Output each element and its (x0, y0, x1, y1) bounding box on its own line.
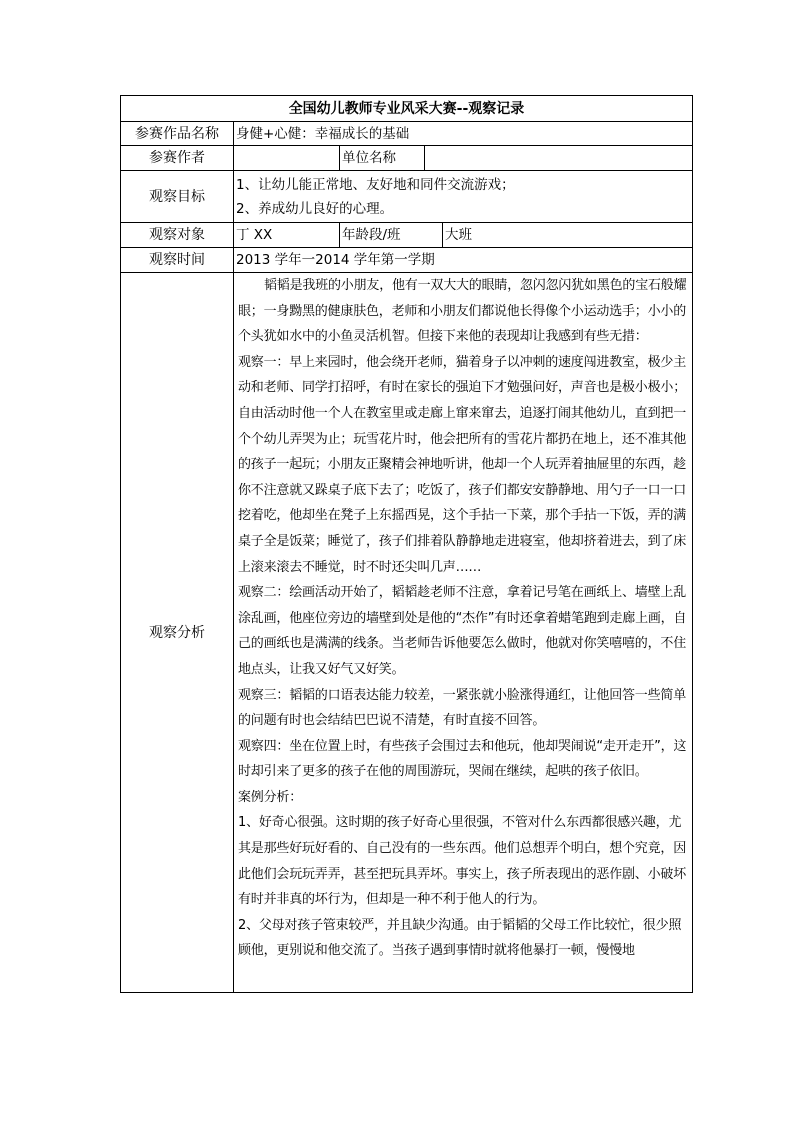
age-group-label: 年龄段/班 (340, 223, 443, 248)
work-name-label: 参赛作品名称 (121, 122, 234, 146)
analysis-paragraph: 观察二：绘画活动开始了，韬韬趁老师不注意，拿着记号笔在画纸上、墙壁上乱涂乱画，他座位旁边的墙壁到处是他的“杰作”有时还拿着蜡笔跑到走廊上画，自己的画纸也是满满的线条。当老师告诉他要怎么做时，他就对你笑嘻嘻的，不住地点头，让我又好气又好笑。 (238, 585, 687, 677)
form-title: 全国幼儿教师专业风采大赛--观察记录 (121, 96, 693, 122)
analysis-paragraph: 2、父母对孩子管束较严，并且缺少沟通。由于韬韬的父母工作比较忙，很少照顾他，更别说和他交流了。当孩子遇到事情时就将他暴打一顿，慢慢地 (238, 917, 682, 959)
age-group-value: 大班 (443, 223, 693, 248)
goal-value (234, 171, 693, 223)
analysis-content (234, 273, 693, 993)
work-name-value: 身健+心健：幸福成长的基础 (234, 122, 693, 146)
unit-name-value (425, 146, 693, 171)
analysis-paragraph: 1、好奇心很强。这时期的孩子好奇心里很强，不管对什么东西都很感兴趣，尤其是那些好玩好看的、自己没有的一些东西。他们总想弄个明白，想个究竟，因此他们会玩玩弄弄，甚至把玩具弄坏。事实上，孩子所表现出的恶作剧、小破坏有时并非真的坏行为，但却是一种不利于他人的行为。 (238, 815, 687, 908)
time-value: 2013 学年一2014 学年第一学期 (234, 248, 693, 273)
author-value (234, 146, 340, 171)
analysis-paragraph: 观察四：坐在位置上时，有些孩子会围过去和他玩，他却哭闹说“走开走开”，这时却引来了更多的孩子在他的周围游玩，哭闹在继续，起哄的孩子依旧。 (238, 738, 687, 780)
goal-item-1: 1、让幼儿能正常地、友好地和同件交流游戏； (236, 176, 515, 193)
subject-value: 丁 XX (234, 223, 340, 248)
subject-label: 观察对象 (121, 223, 234, 248)
goal-label: 观察目标 (121, 171, 234, 223)
analysis-paragraph: 韬韬是我班的小朋友，他有一双大大的眼睛，忽闪忽闪犹如黑色的宝石般耀眼；一身黝黑的健康肤色，老师和小朋友们都说他长得像个小运动选手；小小的个头犹如水中的小鱼灵活机智。但接下来他的表现却让我感到有些无措： (238, 278, 687, 345)
analysis-paragraph: 观察三：韬韬的口语表达能力较差，一紧张就小脸涨得通红，让他回答一些简单的问题有时也会结结巴巴说不清楚，有时直接不回答。 (238, 687, 687, 729)
time-label: 观察时间 (121, 248, 234, 273)
analysis-paragraph: 案例分析： (238, 789, 303, 805)
record-table (120, 95, 693, 993)
goal-item-2: 2、养成幼儿良好的心理。 (236, 200, 394, 217)
author-label: 参赛作者 (121, 146, 234, 171)
analysis-label: 观察分析 (121, 273, 234, 993)
unit-name-label: 单位名称 (340, 146, 425, 171)
observation-record-form (120, 95, 692, 993)
analysis-paragraph: 观察一：早上来园时，他会绕开老师，猫着身子以冲刺的速度闯进教室，极少主动和老师、同学打招呼，有时在家长的强迫下才勉强问好，声音也是极小极小；自由活动时他一个人在教室里或走廊上窜来窜去，追逐打闹其他幼儿，直到把一个个幼儿弄哭为止；玩雪花片时，他会把所有的雪花片都扔在地上，还不准其他的孩子一起玩；小朋友正聚精会神地听讲，他却一个人玩弄着抽屉里的东西，趁你不注意就又跺桌子底下去了；吃饭了，孩子们都安安静静地、用勺子一口一口挖着吃，他却坐在凳子上东摇西晃，这个手拈一下菜，那个手拈一下饭，弄的满桌子全是饭菜；睡觉了，孩子们排着队静静地走进寝室，他却挤着进去，到了床上滚来滚去不睡觉，时不时还尖叫几声…… (238, 354, 687, 575)
